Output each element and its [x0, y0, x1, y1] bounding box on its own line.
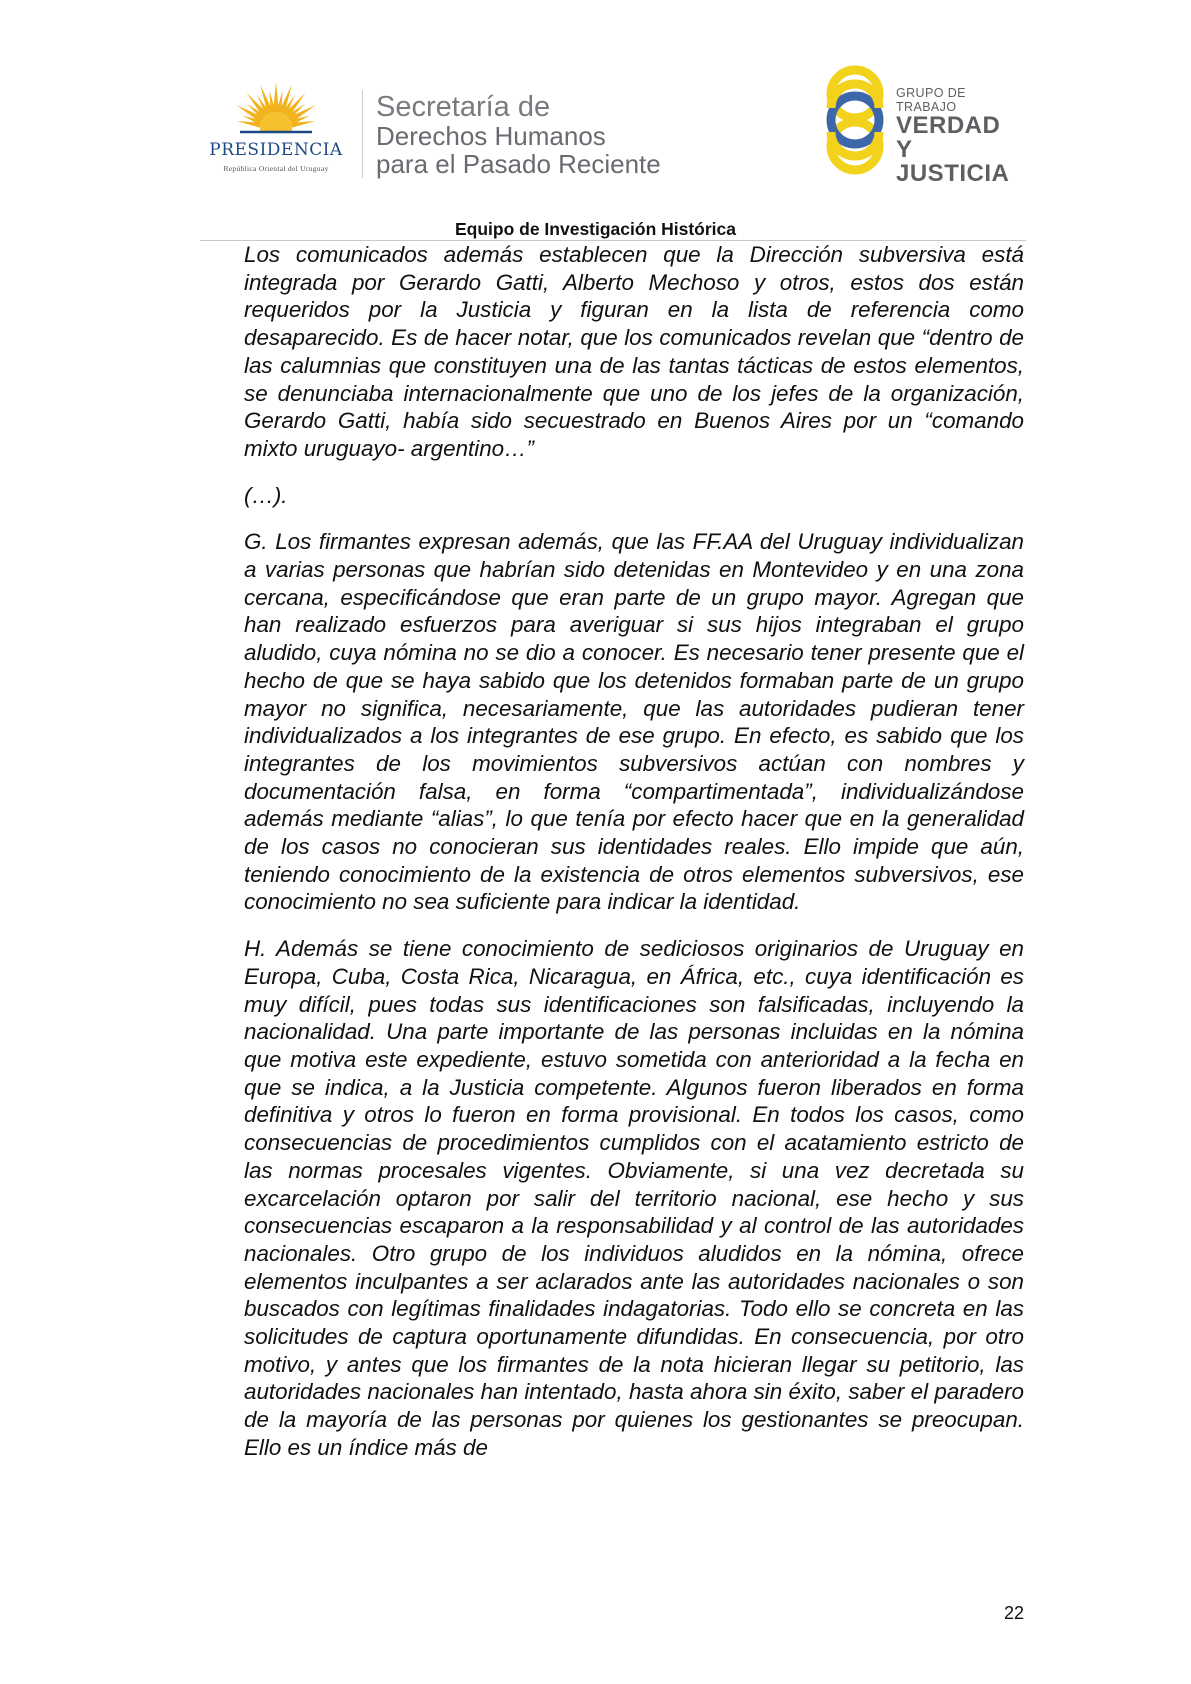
paragraph-ellipsis: (…).: [244, 482, 288, 508]
secretaria-line-1: Secretaría de: [376, 91, 551, 123]
presidencia-logo: [196, 80, 356, 180]
secretaria-line-3: para el Pasado Reciente: [376, 149, 661, 179]
paragraph-comunicados: Los comunicados además establecen que la Dirección subversiva está integrada por Gerardo Gatti, Alberto Mechoso y otros, estos dos están requeridos por la Justicia y figuran en la lista de referencia como desaparecido. Es de hacer notar, que los comunicados revelan que “dentro de las calumnias que constituyen una de las tantas tácticas de estos elementos, se denunciaba internacionalmente que uno de los jefes de la organización, Gerardo Gatti, había sido secuestrado en Buenos Aires por un “comando mixto uruguayo- argentino…”: [244, 242, 1024, 461]
paragraph-g: G. Los firmantes expresan además, que las FF.AA del Uruguay individualizan a varias personas que habrían sido detenidas en Montevideo y en una zona cercana, especificándose que eran parte de un grupo mayor. Agregan que han realizado esfuerzos para averiguar si sus hijos integraban el grupo aludido, cuya nómina no se dio a conocer. Es necesario tener presente que el hecho de que se haya sabido que los detenidos formaban parte de un grupo mayor no significa, necesariamente, que las autoridades pudieran tener individualizados a los integrantes de ese grupo. En efecto, es sabido que los integrantes de los movimientos subversivos actúan con nombres y documentación falsa, en forma “compartimentada”, individualizándose además mediante “alias”, lo que tenía por efecto hacer que en la generalidad de los casos no conocieran sus identidades reales. Ello impide que aún, teniendo conocimiento de la existencia de otros elementos subversivos, ese conocimiento no sea suficiente para indicar la identidad.: [244, 529, 1024, 915]
gtvj-line-1: GRUPO DE TRABAJO: [896, 86, 966, 114]
presidencia-subtitle: República Oriental del Uruguay: [223, 164, 329, 173]
header-divider: [362, 90, 363, 178]
paragraph-h: H. Además se tiene conocimiento de sediciosos originarios de Uruguay en Europa, Cuba, Costa Rica, Nicaragua, en África, etc., cuya identificación es muy difícil, pues todas sus identificaciones son falsificadas, incluyendo la nacionalidad. Una parte importante de las personas incluidas en la nómina que motiva este expediente, estuvo sometida con anterioridad a la fecha en que se indica, a la Justicia competente. Algunos fueron liberados en forma definitiva y otros lo fueron en forma provisional. En todos los casos, como consecuencias de procedimientos cumplidos con el acatamiento estricto de las normas procesales vigentes. Obviamente, si una vez decretada su excarcelación optaron por salir del territorio nacional, ese hecho y sus consecuencias escaparon a la responsabilidad y al control de las autoridades nacionales. Otro grupo de los individuos aludidos en la nómina, ofrece elementos inculpantes a ser aclarados ante las autoridades nacionales o son buscados con legítimas finalidades indagatorias. Todo ello se concreta en las solicitudes de captura oportunamente difundidas. En consecuencia, por otro motivo, y antes que los firmantes de la nota hicieran llegar su petitorio, las autoridades nacionales han intentado, hasta ahora sin éxito, saber el paradero de la mayoría de las personas por quienes los gestionantes se preocupan. Ello es un índice más de: [244, 936, 1024, 1460]
secretaria-line-2: Derechos Humanos: [376, 121, 606, 151]
presidencia-name: PRESIDENCIA: [209, 140, 343, 160]
page-header: [0, 0, 1191, 240]
verdad-justicia-text: [896, 86, 1022, 186]
verdad-justicia-logo: [822, 60, 1022, 187]
page-number: 22: [1004, 1603, 1025, 1623]
interlocked-rings-icon: [822, 60, 892, 180]
document-body: [244, 241, 1024, 1481]
gtvj-line-3: JUSTICIA: [896, 160, 1010, 187]
sun-emblem-icon: [236, 80, 316, 142]
secretaria-title: [376, 92, 661, 178]
gtvj-line-2: VERDAD Y: [896, 112, 1001, 163]
team-title: Equipo de Investigación Histórica: [454, 219, 737, 239]
